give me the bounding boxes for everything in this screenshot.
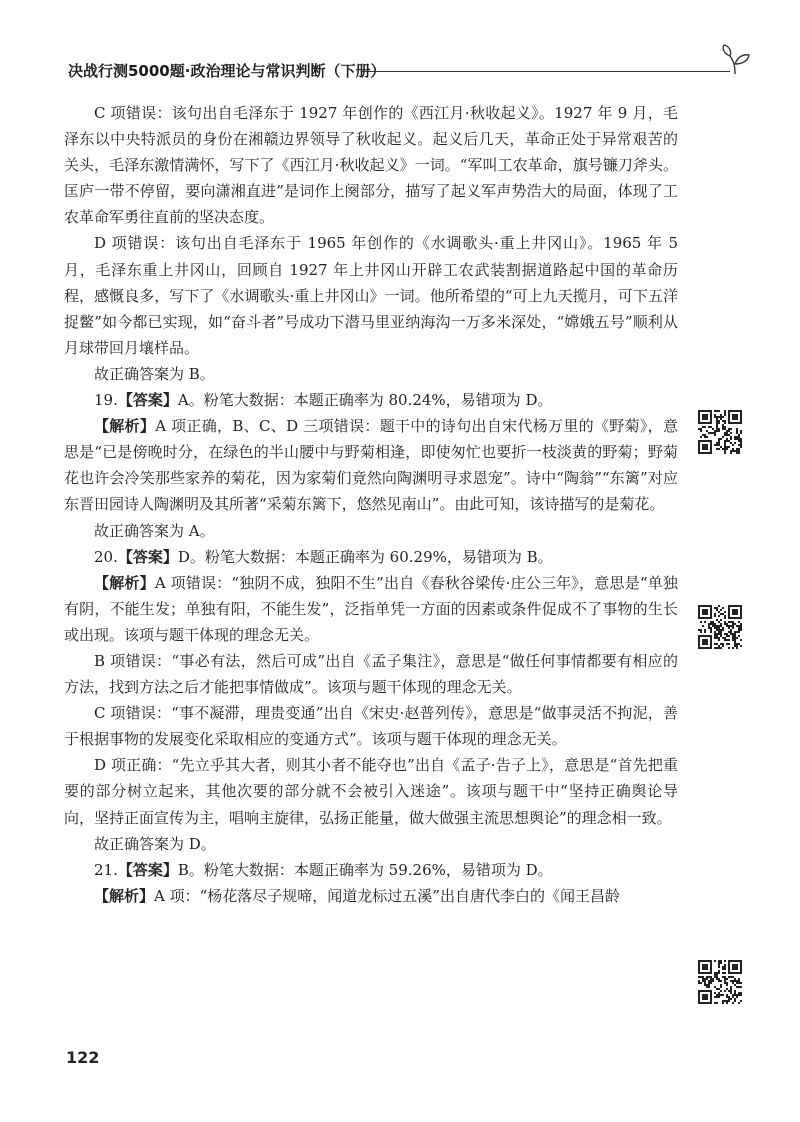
qr-code-icon[interactable] xyxy=(698,410,742,454)
analysis-20: 【解析】A 项错误：“独阴不成，独阳不生”出自《春秋谷梁传·庄公三年》，意思是“单独有阴，不能生发；单独有阳，不能生发”，泛指单凭一方面的因素或条件促成不了事物的生长或出现。该项与题干体现的理念无关。 xyxy=(64,573,678,644)
running-header-title: 决战行测5000题·政治理论与常识判断（下册） xyxy=(68,62,386,80)
answer-line-19: 19.【答案】A。粉笔大数据：本题正确率为 80.24%，易错项为 D。 xyxy=(94,391,553,410)
paragraph: D 项正确：“先立乎其大者，则其小者不能夺也”出自《孟子·告子上》，意思是“首先把重要的部分树立起来，其他次要的部分就不会被引入迷途”。该项与题干中“坚持正确舆论导向，坚持正面宣传为主，唱响主旋律，弘扬正能量，做大做强主流思想舆论”的理念相一致。 xyxy=(64,756,678,827)
analysis-21: 【解析】A 项：“杨花落尽子规啼，闻道龙标过五溪”出自唐代李白的《闻王昌龄 xyxy=(94,886,620,905)
answer-explanations xyxy=(64,100,678,909)
answer-line-21: 21.【答案】B。粉笔大数据：本题正确率为 59.26%，易错项为 D。 xyxy=(94,860,553,879)
qr-code-icon[interactable] xyxy=(698,960,742,1004)
answer-line-20: 20.【答案】D。粉笔大数据：本题正确率为 60.29%，易错项为 B。 xyxy=(94,547,553,566)
answer-tag: 【答案】 xyxy=(117,391,178,410)
page-number: 122 xyxy=(66,1048,100,1067)
answer-tag: 【答案】 xyxy=(117,860,178,879)
analysis-19: 【解析】A 项正确，B、C、D 三项错误：题干中的诗句出自宋代杨万里的《野菊》，意思是“已是傍晚时分，在绿色的半山腰中与野菊相逢，即使匆忙也要折一枝淡黄的野菊；野菊花也许会冷笑那些家养的菊花，因为家菊们竟然向陶渊明寻求恩宠”。诗中“陶翁”“东篱”对应东晋田园诗人陶渊明及其所著“采菊东篱下，悠然见南山”。由此可知，该诗描写的是菊花。 xyxy=(64,417,678,514)
paragraph: 故正确答案为 B。 xyxy=(94,364,215,383)
answer-tag: 【答案】 xyxy=(117,547,178,566)
analysis-tag: 【解析】 xyxy=(94,886,155,905)
qr-code-icon[interactable] xyxy=(698,605,742,649)
analysis-tag: 【解析】 xyxy=(94,417,156,436)
paragraph: B 项错误：“事必有法，然后可成”出自《孟子集注》，意思是“做任何事情都要有相应的方法，找到方法之后才能把事情做成”。该项与题干体现的理念无关。 xyxy=(64,651,678,697)
paragraph: 故正确答案为 D。 xyxy=(94,834,216,853)
paragraph: 故正确答案为 A。 xyxy=(94,521,215,540)
paragraph: C 项错误：该句出自毛泽东于 1927 年创作的《西江月·秋收起义》。1927 年 9 月，毛泽东以中央特派员的身份在湘赣边界领导了秋收起义。起义后几天，革命正处于异常艰苦的关头，毛泽东激情满怀，写下了《西江月·秋收起义》一词。“军叫工农革命，旗号镰刀斧头。匡庐一带不停留，要向潇湘直进”是词作上阕部分，描写了起义军声势浩大的局面，体现了工农革命军勇往直前的坚决态度。 xyxy=(64,104,678,227)
paragraph: D 项错误：该句出自毛泽东于 1965 年创作的《水调歌头·重上井冈山》。1965 年 5 月，毛泽东重上井冈山，回顾自 1927 年上井冈山开辟工农武装割据道路起中国的革命历程，感慨良多，写下了《水调歌头·重上井冈山》一词。他所希望的“可上九天揽月，可下五洋捉鳖”如今都已实现，如“奋斗者”号成功下潜马里亚纳海沟一万多米深处，“嫦娥五号”顺利从月球带回月壤样品。 xyxy=(64,234,678,357)
header-rule xyxy=(362,71,730,72)
paragraph: C 项错误：“事不凝滞，理贵变通”出自《宋史·赵普列传》，意思是“做事灵活不拘泥，善于根据事物的发展变化采取相应的变通方式”。该项与题干体现的理念无关。 xyxy=(64,704,678,749)
leaf-sprout-icon xyxy=(718,42,752,76)
analysis-tag: 【解析】 xyxy=(94,573,155,592)
